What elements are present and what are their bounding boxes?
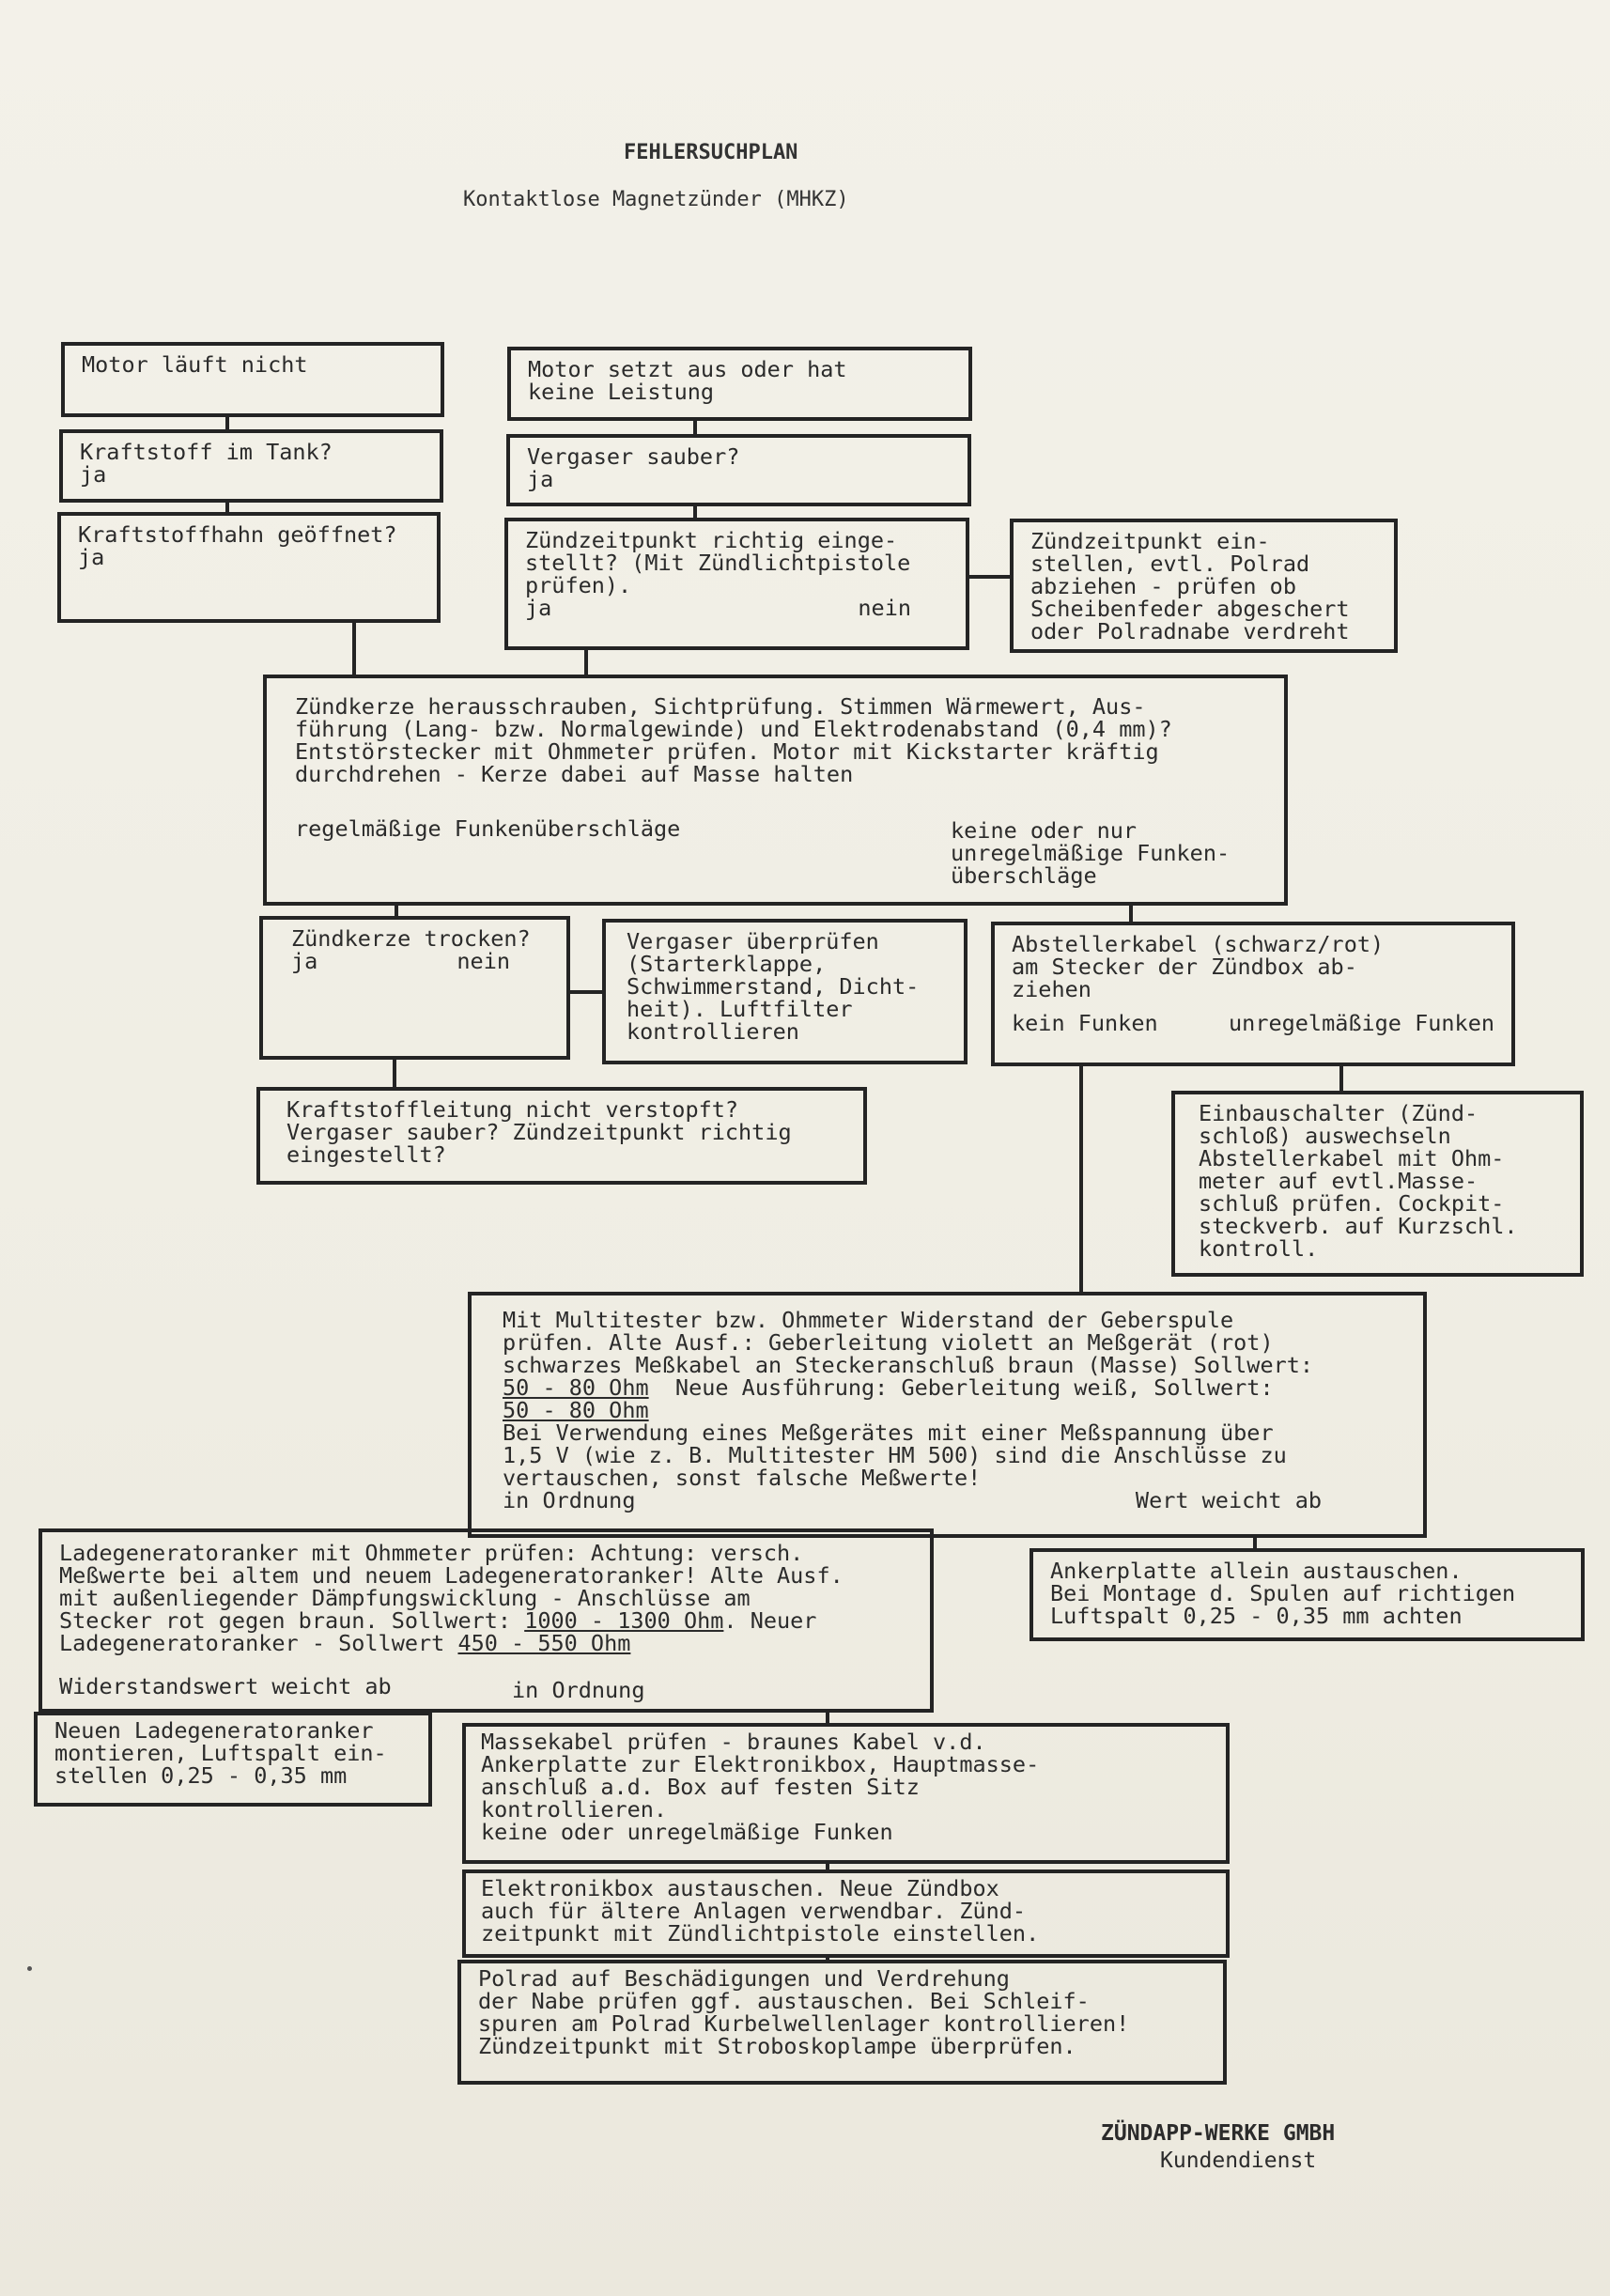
- page-title: FEHLERSUCHPLAN: [624, 141, 798, 164]
- answer-row: [503, 1489, 1406, 1512]
- box-vergaser-sauber: [506, 434, 971, 506]
- box-text-line: mit außenliegender Dämpfungswicklung - Anschlüsse am: [59, 1585, 751, 1611]
- footer-company: ZÜNDAPP-WERKE GMBH: [1101, 2121, 1336, 2146]
- box-zuendkerze-trocken: [259, 916, 570, 1060]
- box-text-line: [503, 1399, 1406, 1421]
- connector-line: [393, 1056, 396, 1091]
- footer-department: Kundendienst: [1160, 2149, 1317, 2173]
- box-text-line: [59, 1632, 913, 1654]
- box-text: Polrad auf Beschädigungen und Verdrehung der Nabe prüfen ggf. austauschen. Bei Schleif- spuren am Polrad Kurbelwellenlager kontrollieren! Zündzeitpunkt mit Stroboskoplampe überprüfen.: [478, 1965, 1130, 2059]
- box-text: Zündkerze trocken?: [291, 925, 531, 952]
- box-elektronikbox: [462, 1869, 1230, 1958]
- branch-left: in Ordnung: [503, 1487, 636, 1513]
- connector-line: [1253, 1534, 1257, 1552]
- box-vergaser-ueberpruefen: [602, 919, 968, 1064]
- box-text: Elektronikbox austauschen. Neue Zündbox auch für ältere Anlagen verwendbar. Zünd- zeitpunkt mit Zündlichtpistole einstellen.: [481, 1875, 1040, 1947]
- connector-line: [826, 1709, 829, 1727]
- connector-line: [233, 1709, 237, 1714]
- box-text-fragment: Ladegeneratoranker - Sollwert: [59, 1630, 458, 1656]
- connector-line: [395, 902, 398, 920]
- box-text-fragment: Neue Ausführung: Geberleitung weiß, Sollwert:: [648, 1374, 1274, 1401]
- box-kraftstoff-tank: [59, 429, 443, 503]
- branch-right: Wert weicht ab: [1135, 1487, 1322, 1513]
- branch-left: kein Funken: [1012, 1010, 1158, 1036]
- branch-left: regelmäßige Funkenüberschläge: [295, 815, 681, 842]
- box-einbauschalter: [1171, 1091, 1584, 1277]
- target-value: 450 - 550 Ohm: [457, 1630, 631, 1656]
- box-text: Zündzeitpunkt richtig einge- stellt? (Mit Zündlichtpistole prüfen).: [525, 527, 911, 598]
- connector-line: [693, 503, 697, 521]
- box-text-line: Ladegeneratoranker mit Ohmmeter prüfen: Achtung: versch.: [59, 1540, 804, 1566]
- connector-line: [966, 575, 1014, 579]
- box-zuendkerze-pruefen: [263, 675, 1288, 906]
- connector-line: [826, 1954, 829, 1963]
- box-text: Einbauschalter (Zünd- schloß) auswechseln Abstellerkabel mit Ohm- meter auf evtl.Masse- schluß prüfen. Cockpit- steckverb. auf Kurzschl. kontroll.: [1199, 1100, 1518, 1262]
- box-ankerplatte: [1029, 1548, 1585, 1641]
- connector-line: [693, 417, 697, 438]
- box-ladegenerator: [39, 1528, 934, 1713]
- box-motor-laeuft-nicht: [61, 342, 444, 417]
- answer-yes: ja: [525, 595, 552, 621]
- box-zuendzeitpunkt: [504, 518, 969, 650]
- box-polrad: [457, 1960, 1227, 2085]
- box-text-line: schwarzes Meßkabel an Steckeranschluß braun (Masse) Sollwert:: [503, 1352, 1314, 1378]
- box-text-fragment: Stecker rot gegen braun. Sollwert:: [59, 1607, 525, 1634]
- answer-no: nein: [858, 595, 911, 621]
- box-text: Massekabel prüfen - braunes Kabel v.d. Ankerplatte zur Elektronikbox, Hauptmasse- anschluß a.d. Box auf festen Sitz kontrollieren. keine oder unregelmäßige Funken: [481, 1729, 1040, 1845]
- box-text-line: prüfen. Alte Ausf.: Geberleitung violett an Meßgerät (rot): [503, 1329, 1274, 1356]
- box-text: Kraftstoffleitung nicht verstopft? Vergaser sauber? Zündzeitpunkt richtig eingestellt?: [286, 1096, 792, 1168]
- box-text: Zündkerze herausschrauben, Sichtprüfung. Stimmen Wärmewert, Aus- führung (Lang- bzw. Normalgewinde) und Elektrodenabstand (0,4 mm)? Entstörstecker mit Ohmmeter prüfen. Motor mit Kickstarter kräftig durchdrehen - Kerze dabei auf Masse halten: [295, 693, 1172, 787]
- box-text-line: Mit Multitester bzw. Ohmmeter Widerstand der Geberspule: [503, 1307, 1234, 1333]
- connector-line: [826, 1860, 829, 1873]
- box-motor-setzt-aus: [507, 347, 972, 421]
- connector-line: [1079, 1063, 1083, 1295]
- box-kraftstoffleitung: [256, 1087, 867, 1185]
- connector-line: [1129, 902, 1133, 925]
- branch-right: keine oder nur unregelmäßige Funken- überschläge: [951, 817, 1231, 889]
- connector-line: [225, 499, 229, 516]
- box-zuendzeitpunkt-einstellen: [1010, 519, 1398, 653]
- answer-yes: ja: [291, 948, 318, 974]
- branch-right: in Ordnung: [512, 1677, 645, 1703]
- box-text: Ankerplatte allein austauschen. Bei Montage d. Spulen auf richtigen Luftspalt 0,25 - 0,35 mm achten: [1050, 1558, 1516, 1629]
- box-text: Kraftstoffhahn geöffnet? ja: [78, 521, 397, 570]
- box-text-fragment: . Neuer: [723, 1607, 817, 1634]
- box-neuer-ladegenerator: [34, 1712, 432, 1807]
- box-multitester: [468, 1292, 1427, 1538]
- box-text: Motor läuft nicht: [82, 351, 308, 378]
- box-abstellerkabel: [991, 922, 1515, 1066]
- box-text: Vergaser überprüfen (Starterklappe, Schwimmerstand, Dicht- heit). Luftfilter kontrollieren: [627, 928, 920, 1045]
- answer-no: nein: [457, 948, 510, 974]
- branch-left: Widerstandswert weicht ab: [59, 1673, 392, 1699]
- box-text: Kraftstoff im Tank? ja: [80, 439, 333, 488]
- answer-row: [1012, 1012, 1494, 1034]
- page-subtitle: Kontaktlose Magnetzünder (MHKZ): [463, 188, 849, 211]
- branch-right: unregelmäßige Funken: [1229, 1010, 1494, 1036]
- connector-line: [584, 646, 588, 678]
- box-text: Motor setzt aus oder hat keine Leistung: [528, 356, 847, 405]
- box-text: Zündzeitpunkt ein- stellen, evtl. Polrad abziehen - prüfen ob Scheibenfeder abgeschert oder Polradnabe verdreht: [1030, 528, 1350, 644]
- box-text-line: Bei Verwendung eines Meßgerätes mit einer Meßspannung über: [503, 1419, 1274, 1446]
- answer-row: [291, 950, 550, 972]
- target-value: 50 - 80 Ohm: [503, 1397, 649, 1423]
- connector-line: [225, 413, 229, 433]
- connector-line: [352, 619, 356, 678]
- box-kraftstoffhahn: [57, 512, 441, 623]
- box-text-line: [59, 1609, 913, 1632]
- box-text: Vergaser sauber? ja: [527, 443, 740, 492]
- box-massekabel: [462, 1723, 1230, 1864]
- box-text-line: Meßwerte bei altem und neuem Ladegeneratoranker! Alte Ausf.: [59, 1562, 844, 1589]
- target-value: 50 - 80 Ohm: [503, 1374, 649, 1401]
- connector-line: [566, 990, 606, 994]
- target-value: 1000 - 1300 Ohm: [524, 1607, 724, 1634]
- connector-line: [1339, 1063, 1343, 1094]
- box-text-line: 1,5 V (wie z. B. Multitester HM 500) sind die Anschlüsse zu: [503, 1442, 1287, 1468]
- box-text: Neuen Ladegeneratoranker montieren, Luftspalt ein- stellen 0,25 - 0,35 mm: [54, 1717, 387, 1789]
- box-text: Abstellerkabel (schwarz/rot) am Stecker der Zündbox ab- ziehen: [1012, 931, 1385, 1002]
- box-text-line: vertauschen, sonst falsche Meßwerte!: [503, 1465, 982, 1491]
- paper-speck: [27, 1966, 32, 1971]
- box-text-line: [503, 1376, 1406, 1399]
- answer-row: [525, 597, 949, 619]
